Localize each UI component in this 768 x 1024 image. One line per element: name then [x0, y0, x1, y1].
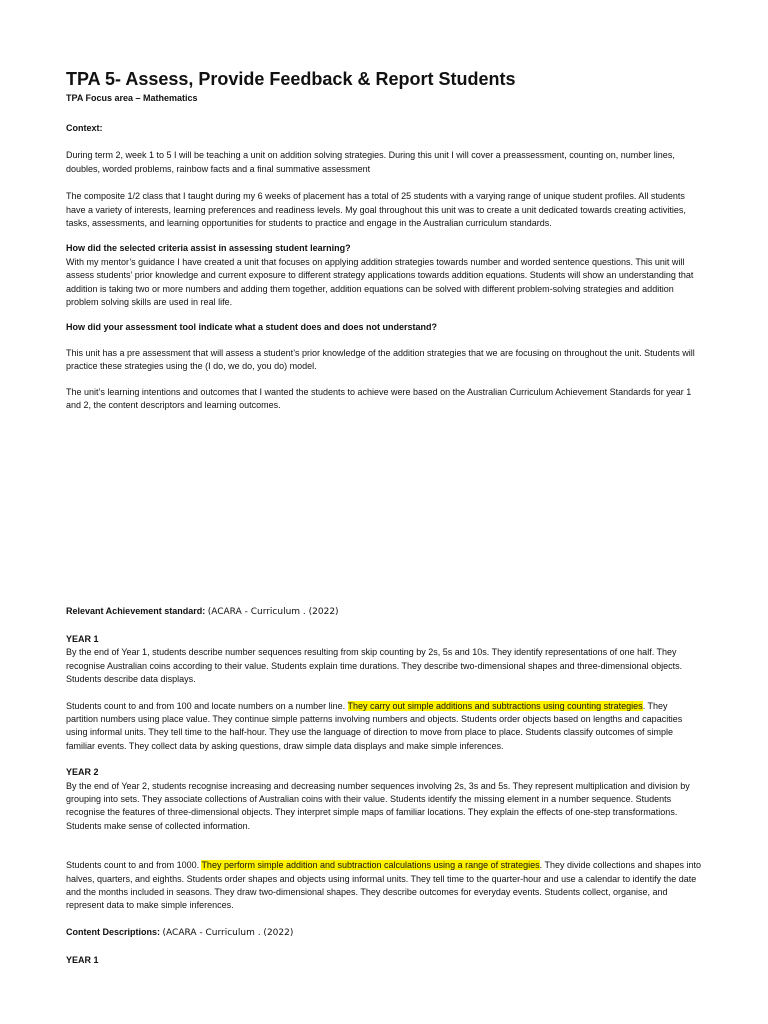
year-2-text-after: . They divide collections and shapes into halves, quarters, and eighths. Students order shapes and objects using informal units. They tell time to the quarter-hour and use a calendar to identify the date and the months included in seasons. They draw two-dimensional shapes. They describe outcomes for everyday events. Students collect, organise, and represent data to make simple inferences. [66, 860, 702, 911]
year-2-text-before: Students count to and from 1000. [66, 860, 202, 871]
content-descriptions-citation: (ACARA - Curriculum . (2022) [162, 927, 294, 938]
question-1-body: With my mentor’s guidance I have created a unit that focuses on applying addition strategies towards number and worded sentence questions. This unit will assess students’ prior knowledge and current exposure to different strategy applications towards addition equations. Students will show an understanding that addition is taking two or more numbers and adding them together, addition equations can be solved with different problem-solving strategies and addition problem solving skills are used in real life. [66, 256, 694, 308]
question-1-heading: How did the selected criteria assist in assessing student learning? [66, 243, 351, 254]
year-1-content-heading: YEAR 1 [66, 955, 99, 966]
year-2-paragraph-1: By the end of Year 2, students recognise increasing and decreasing number sequences involving 2s, 3s and 5s. They represent multiplication and division by grouping into sets. They associate collections of Australian coins with their value. Students identify the missing element in a number sequence. Students recognise the features of three-dimensional objects. They interpret simple maps of familiar locations. They explain the effects of one-step transformations. Students make sense of collected information. [66, 780, 690, 831]
year-2-heading: YEAR 2 [66, 767, 99, 778]
year-1-heading: YEAR 1 [66, 633, 99, 644]
question-2-heading: How did your assessment tool indicate what a student does and does not understand? [66, 322, 438, 333]
year-1-paragraph-2 [66, 700, 702, 754]
achievement-standard-label: Relevant Achievement standard: [66, 605, 206, 616]
year-1-text-before: Students count to and from 100 and locate numbers on a number line. [66, 700, 348, 711]
page-title: TPA 5- Assess, Provide Feedback & Report Students [66, 69, 516, 89]
question-2-paragraph-1: This unit has a pre assessment that will assess a student’s prior knowledge of the addition strategies that we are focusing on throughout the unit. Students will practice these strategies using the (I do, we do, you do) model. [66, 347, 695, 372]
context-heading: Context: [66, 123, 103, 133]
focus-area: TPA Focus area – Mathematics [66, 93, 198, 103]
document-body [66, 68, 702, 968]
context-paragraph-1: During term 2, week 1 to 5 I will be teaching a unit on addition solving strategies. During this unit I will cover a preassessment, counting on, number lines, doubles, worded problems, rainbow facts and a final summative assessment [66, 150, 675, 174]
year-1-highlighted-text: They carry out simple additions and subtractions using counting strategies [347, 700, 643, 711]
content-descriptions-heading [66, 926, 702, 940]
year-1-text-after: . They partition numbers using place value. They continue simple patterns involving numbers and objects. Students order objects based on lengths and capacities using informal units. They tell time to the half-hour. They use the language of direction to move from place to place. Students classify outcomes of simple familiar events. They collect data by asking questions, draw simple data displays and make simple inferences. [66, 700, 683, 751]
achievement-standard-citation: (ACARA - Curriculum . (2022) [207, 606, 339, 617]
year-2-paragraph-2 [66, 859, 702, 913]
content-descriptions-label: Content Descriptions: [66, 926, 161, 937]
achievement-standard-heading [66, 605, 702, 619]
context-paragraph-2: The composite 1/2 class that I taught during my 6 weeks of placement has a total of 25 students with a varying range of unique student profiles. All students have a variety of interests, learning preferences and readiness levels. My goal throughout this unit was to create a unit dedicated towards creating activities, tasks, assessments, and learning opportunities for students to practice and engage in the Australian curriculum standards. [66, 191, 686, 229]
question-2-paragraph-2: The unit’s learning intentions and outcomes that I wanted the students to achieve were based on the Australian Curriculum Achievement Standards for year 1 and 2, the content descriptors and learning outcomes. [66, 386, 692, 411]
year-2-highlighted-text: They perform simple addition and subtraction calculations using a range of strategies [201, 860, 540, 871]
year-1-paragraph-1: By the end of Year 1, students describe number sequences resulting from skip counting by 2s, 5s and 10s. They identify representations of one half. They recognise Australian coins according to their value. Students explain time durations. They describe two-dimensional shapes and three-dimensional objects. Students describe data displays. [66, 647, 683, 685]
